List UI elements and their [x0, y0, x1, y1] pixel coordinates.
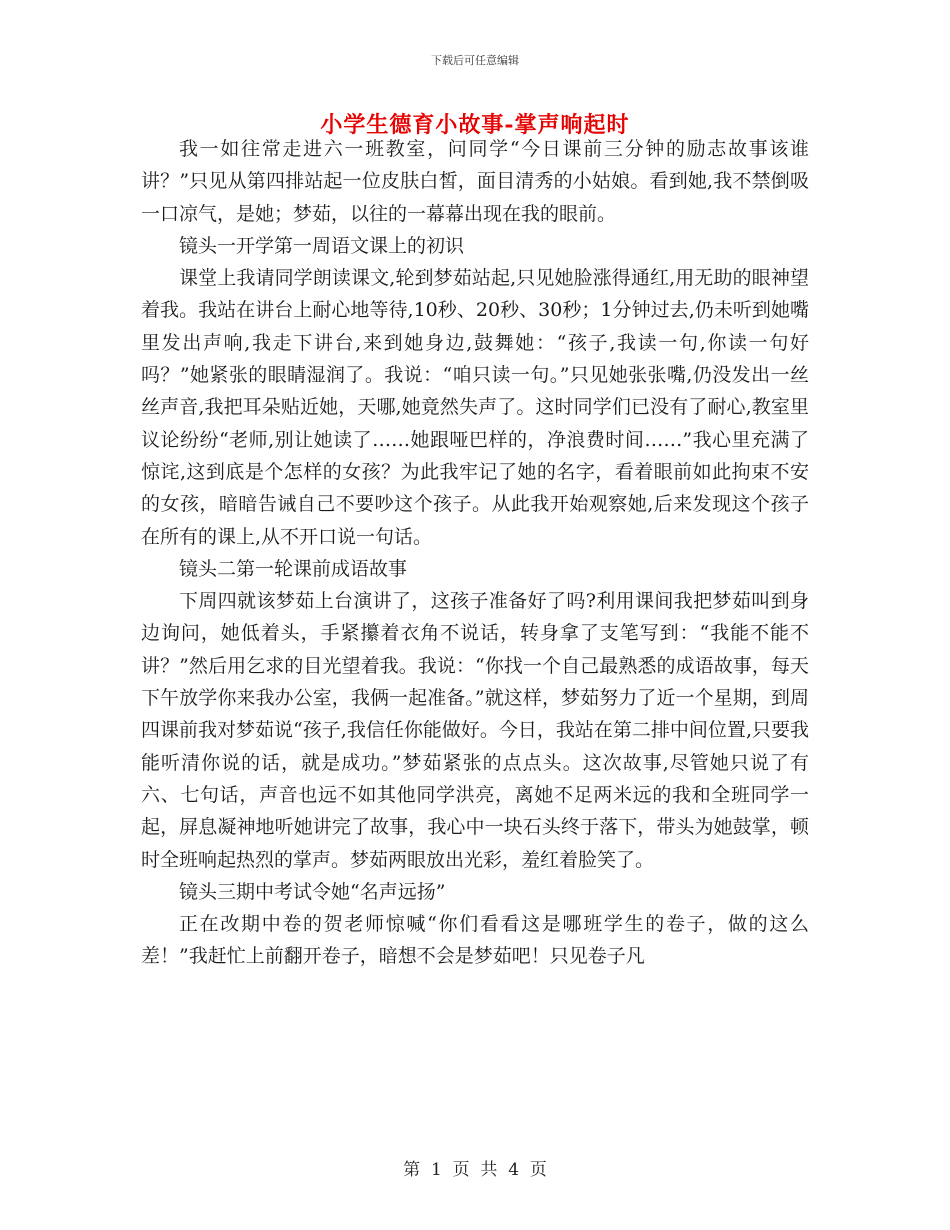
header-note: 下载后可任意编辑 [431, 54, 519, 67]
document-body [141, 133, 809, 973]
paragraph: 课堂上我请同学朗读课文,轮到梦茹站起,只见她脸涨得通红,用无助的眼神望着我。我站在讲台上耐心地等待,10秒、20秒、30秒；1分钟过去,仍未听到她嘴里发出声响,我走下讲台,来到她身边,鼓舞她：“孩子,我读一句,你读一句好吗？”她紧张的眼睛湿润了。我说：“咱只读一句。”只见她张张嘴,仍没发出一丝丝声音,我把耳朵贴近她，天哪,她竟然失声了。这时同学们已没有了耐心,教室里议论纷纷“老师,别让她读了……她跟哑巴样的，净浪费时间……”我心里充满了惊诧,这到底是个怎样的女孩？为此我牢记了她的名字，看着眼前如此拘束不安的女孩，暗暗告诫自己不要吵这个孩子。从此我开始观察她,后来发现这个孩子在所有的课上,从不开口说一句话。 [141, 267, 809, 548]
section-heading: 镜头二第一轮课前成语故事 [179, 557, 408, 580]
paragraph: 正在改期中卷的贺老师惊喊“你们看看这是哪班学生的卷子，做的这么差！”我赶忙上前翻开卷子，暗想不会是梦茹吧！只见卷子凡 [141, 913, 809, 968]
section-heading: 镜头三期中考试令她“名声远扬” [179, 880, 446, 903]
page-footer: 第 1 页 共 4 页 [403, 1160, 547, 1180]
document-title: 小学生德育小故事-掌声响起时 [320, 112, 630, 138]
paragraph: 下周四就该梦茹上台演讲了，这孩子准备好了吗?利用课间我把梦茹叫到身边询问，她低着头，手紧攥着衣角不说话，转身拿了支笔写到：“我能不能不讲？”然后用乞求的目光望着我。我说：“你找一个自己最熟悉的成语故事，每天下午放学你来我办公室，我俩一起准备。”就这样，梦茹努力了近一个星期，到周四课前我对梦茹说“孩子,我信任你能做好。今日，我站在第二排中间位置,只要我能听清你说的话，就是成功。”梦茹紧张的点点头。这次故事,尽管她只说了有六、七句话，声音也远不如其他同学洪亮，离她不足两米远的我和全班同学一起，屏息凝神地听她讲完了故事，我心中一块石头终于落下，带头为她鼓掌，顿时全班响起热烈的掌声。梦茹两眼放出光彩，羞红着脸笑了。 [141, 590, 809, 871]
section-heading: 镜头一开学第一周语文课上的初识 [179, 234, 465, 257]
paragraph: 我一如往常走进六一班教室，问同学“今日课前三分钟的励志故事该谁讲？”只见从第四排站起一位皮肤白皙，面目清秀的小姑娘。看到她,我不禁倒吸一口凉气，是她；梦茹，以往的一幕幕出现在我的眼前。 [141, 138, 809, 225]
